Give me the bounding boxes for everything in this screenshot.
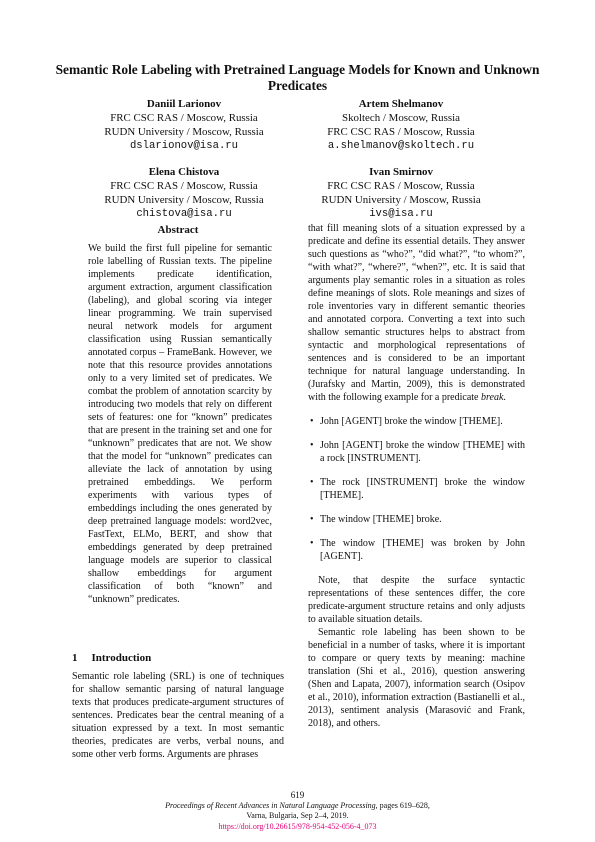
author-affiliation: RUDN University / Moscow, Russia — [104, 126, 264, 138]
intro-body — [72, 670, 284, 761]
example-list — [308, 415, 525, 563]
author-affiliation: FRC CSC RAS / Moscow, Russia — [327, 126, 475, 138]
body-text: that fill meaning slots of a situation expressed by a predicate and define its essential details. They answer such questions as “who?”, “did what?”, “to whom?”, “with what?”, “where?”, “when?”, etc. It is said that arguments play semantic roles in a situation as roles define meanings of slots. Role meanings and sizes of role inventories vary in different semantic theories and annotated corpora. Converting a text into such shallow semantic structures helps to abstract from syntactic and morphological representations of sentences and is considered to be an important technique for natural language understanding. In (Jurafsky and Martin, 2009), this is demonstrated with the following example for a predicate — [308, 223, 525, 403]
example-text: John [AGENT] broke the window [THEME] with a rock [INSTRUMENT]. — [320, 440, 525, 464]
doi-link[interactable]: https://doi.org/10.26615/978-954-452-056-4_073 — [218, 821, 377, 831]
example-text: The rock [INSTRUMENT] broke the window [THEME]. — [320, 477, 525, 501]
author-name: Daniil Larionov — [146, 98, 222, 110]
abstract-heading: Abstract — [157, 224, 199, 236]
author-affiliation: Skoltech / Moscow, Russia — [342, 112, 460, 124]
bullet-icon: • — [310, 538, 314, 549]
author-email[interactable]: a.shelmanov@skoltech.ru — [327, 140, 475, 152]
proceedings-title: Proceedings of Recent Advances in Natural Language Processing — [165, 800, 376, 810]
proceedings-pages: , pages 619–628, — [375, 800, 430, 810]
example-text: John [AGENT] broke the window [THEME]. — [320, 416, 503, 427]
list-item — [308, 439, 525, 465]
bullet-icon: • — [310, 416, 314, 427]
predicate-italic: break — [481, 392, 504, 403]
author-affiliation: FRC CSC RAS / Moscow, Russia — [110, 180, 258, 192]
author-email[interactable]: ivs@isa.ru — [369, 208, 433, 220]
right-column — [308, 222, 525, 730]
author-name: Elena Chistova — [148, 166, 220, 178]
list-item — [308, 513, 525, 526]
author-name: Artem Shelmanov — [358, 98, 444, 110]
author-email[interactable]: dslarionov@isa.ru — [129, 140, 239, 152]
paper-title: Semantic Role Labeling with Pretrained Language Models for Known and Unknown Predicates — [55, 62, 540, 93]
author-block-4 — [281, 165, 521, 221]
bullet-icon: • — [310, 477, 314, 488]
author-block-2 — [281, 97, 521, 153]
section-title: Introduction — [91, 652, 152, 664]
body-paragraph — [308, 222, 525, 404]
author-block-3 — [64, 165, 304, 221]
list-item — [308, 415, 525, 428]
author-email[interactable]: chistova@isa.ru — [136, 208, 232, 220]
section-number: 1 — [72, 652, 78, 664]
example-text: The window [THEME] broke. — [320, 514, 442, 525]
author-affiliation: FRC CSC RAS / Moscow, Russia — [110, 112, 258, 124]
page-number: 619 — [290, 790, 305, 800]
section-heading-introduction — [72, 652, 151, 664]
abstract-body — [88, 242, 272, 606]
list-item — [308, 537, 525, 563]
proceedings-location: Varna, Bulgaria, Sep 2–4, 2019. — [246, 811, 349, 820]
intro-paragraph: Semantic role labeling (SRL) is one of techniques for shallow semantic parsing of natural language texts that produces predicate-argument structures of sentences. Predicates bear the central meaning of a situation expressed by a text. In most semantic theories, predicates are verbs, verbal nouns, and some other verb forms. Arguments are phrases — [72, 671, 284, 760]
abstract-text: We build the first full pipeline for semantic role labelling of Russian texts. The pipeline implements predicate identification, argument extraction, argument classification (labeling), and global scoring via integer linear programming. We train supervised neural network models for argument classification using Russian semantically annotated corpus – FrameBank. However, we note that this resource provides annotations only to a very limited set of predicates. We combat the problem of annotation scarcity by introducing two models that rely on different sets of features: one for “known” predicates that are present in the training set and one for “unknown” predicates that are not. We show that the model for “unknown” predicates can alleviate the lack of annotation by using pretrained embeddings. We perform experiments with various types of embeddings including the ones generated by deep pretrained language models: word2vec, FastText, ELMo, BERT, and show that embeddings generated by deep pretrained language models are superior to classical shallow embeddings for argument classification of both “known” and “unknown” predicates. — [88, 243, 272, 605]
bullet-icon: • — [310, 514, 314, 525]
author-name: Ivan Smirnov — [369, 166, 433, 178]
proceedings-line — [0, 801, 595, 812]
author-affiliation: RUDN University / Moscow, Russia — [104, 194, 264, 206]
list-item — [308, 476, 525, 502]
body-text: . — [503, 392, 506, 403]
body-paragraph: Semantic role labeling has been shown to be beneficial in a number of tasks, where it is important to compare or query texts by meaning: machine translation (Shi et al., 2016), question answering (Shen and Lapata, 2007), information search (Osipov et al., 2010), information extraction (Bastianelli et al., 2013), sentiment analysis (Marasović and Frank, 2018), and others. — [308, 627, 525, 729]
author-affiliation: FRC CSC RAS / Moscow, Russia — [327, 180, 475, 192]
example-text: The window [THEME] was broken by John [AGENT]. — [320, 538, 525, 562]
bullet-icon: • — [310, 440, 314, 451]
page-footer — [0, 790, 595, 832]
author-block-1 — [64, 97, 304, 153]
author-affiliation: RUDN University / Moscow, Russia — [321, 194, 481, 206]
body-paragraph: Note, that despite the surface syntactic representations of these sentences differ, the core predicate-argument structure retains and only adjusts to available situation details. — [308, 575, 525, 625]
